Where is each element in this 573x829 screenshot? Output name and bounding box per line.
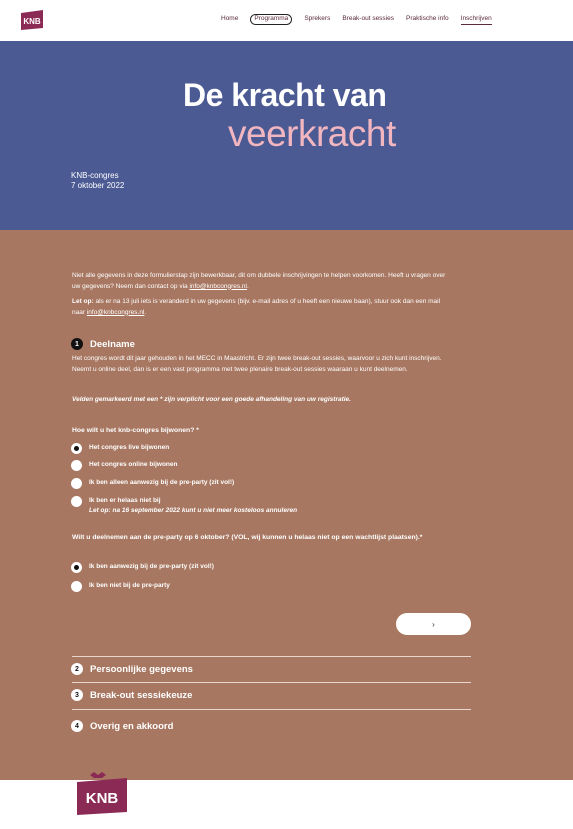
- hero-title-line2: veerkracht: [228, 113, 396, 154]
- step-1-number: 1: [71, 338, 83, 350]
- step-4-number: 4: [71, 720, 83, 732]
- option-online[interactable]: Het congres online bijwonen: [71, 460, 177, 471]
- step-2-number: 2: [71, 663, 83, 675]
- step-3-label: Break-out sessiekeuze: [90, 689, 193, 701]
- footer: [0, 780, 573, 829]
- nav-home[interactable]: Home: [221, 15, 239, 22]
- divider: [72, 709, 471, 710]
- option-pre-party-no[interactable]: Ik ben niet bij de pre-party: [71, 581, 170, 592]
- option-pre-party-only[interactable]: Ik ben alleen aanwezig bij de pre-party (zit vol!): [71, 478, 234, 489]
- option-not-attending[interactable]: Ik ben er helaas niet bij Let op: na 16 september 2022 kunt u niet meer kosteloos annuleren: [71, 496, 297, 516]
- intro-paragraph-1: Niet alle gegevens in deze formulierstap zijn bewerkbaar, dit om dubbele inschrijvingen te helpen voorkomen. Heeft u vragen over uw gegevens? Neem dan contact op via info@knbcongres.nl.: [72, 272, 446, 290]
- svg-text:KNB: KNB: [85, 790, 119, 807]
- event-date: 7 oktober 2022: [71, 181, 125, 190]
- question-attendance: Hoe wilt u het knb-congres bijwonen? *: [72, 427, 199, 434]
- top-bar: [0, 0, 573, 41]
- registration-form: [0, 230, 573, 780]
- main-nav: [221, 14, 504, 25]
- required-note: Velden gemarkeerd met een * zijn verplicht voor een goede afhandeling van uw registratie.: [72, 396, 351, 403]
- option-pre-party-yes[interactable]: Ik ben aanwezig bij de pre-party (zit vol!): [71, 562, 214, 573]
- radio-button[interactable]: [71, 478, 82, 489]
- radio-button[interactable]: [71, 460, 82, 471]
- nav-praktische-info[interactable]: Praktische info: [406, 15, 449, 22]
- nav-programma[interactable]: Programma: [250, 14, 292, 25]
- radio-button[interactable]: [71, 581, 82, 592]
- step-2-label: Persoonlijke gegevens: [90, 663, 193, 675]
- step-1-header[interactable]: [71, 338, 135, 350]
- step-1-description: Het congres wordt dit jaar gehouden in het MECC in Maastricht. Er zijn twee break-out sessies, waarvoor u zich kunt inschrijven. Neemt u online deel, dan is er een vast programma met twee plenaire break-out sessies waaraan u kunt deelnemen.: [72, 355, 442, 373]
- step-4-header[interactable]: [71, 720, 173, 732]
- step-3-header[interactable]: [71, 689, 192, 701]
- question-pre-party: Wilt u deelnemen aan de pre-party op 6 oktober? (VOL, wij kunnen u helaas niet op een wachtlijst plaatsen).*: [72, 534, 423, 541]
- radio-button[interactable]: [71, 496, 82, 507]
- step-1-label: Deelname: [90, 338, 135, 350]
- step-4-label: Overig en akkoord: [90, 720, 174, 732]
- radio-button[interactable]: [71, 562, 82, 573]
- cancellation-note: Let op: na 16 september 2022 kunt u niet meer kosteloos annuleren: [89, 507, 298, 514]
- nav-inschrijven[interactable]: Inschrijven: [461, 14, 492, 25]
- next-button[interactable]: ›: [396, 613, 471, 635]
- knb-logo-crown[interactable]: [74, 772, 130, 816]
- step-2-header[interactable]: [71, 663, 193, 675]
- nav-sprekers[interactable]: Sprekers: [304, 15, 331, 22]
- intro-text: [72, 271, 452, 323]
- event-info: [71, 171, 124, 191]
- divider: [72, 682, 471, 683]
- divider: [72, 656, 471, 657]
- nav-break-out-sessies[interactable]: Break-out sessies: [342, 15, 394, 22]
- hero-title-line1: De kracht van: [183, 77, 387, 113]
- knb-logo[interactable]: [18, 9, 46, 31]
- radio-selected-dot: [74, 565, 79, 570]
- contact-email-link[interactable]: info@knbcongres.nl: [189, 282, 247, 290]
- option-live[interactable]: Het congres live bijwonen: [71, 443, 169, 454]
- intro-paragraph-2: Let op: als er na 13 juli iets is veranderd in uw gegevens (bijv. e-mail adres of u heeft een nieuwe baan), stuur ook dan een mail naar info@knbcongres.nl.: [72, 298, 441, 316]
- mail-link[interactable]: info@knbcongres.nl: [86, 308, 145, 316]
- hero-banner: [0, 41, 573, 230]
- svg-text:KNB: KNB: [23, 17, 41, 26]
- step-3-number: 3: [71, 689, 83, 701]
- radio-button[interactable]: [71, 443, 82, 454]
- event-name: KNB-congres: [71, 171, 119, 180]
- radio-selected-dot: [74, 446, 79, 451]
